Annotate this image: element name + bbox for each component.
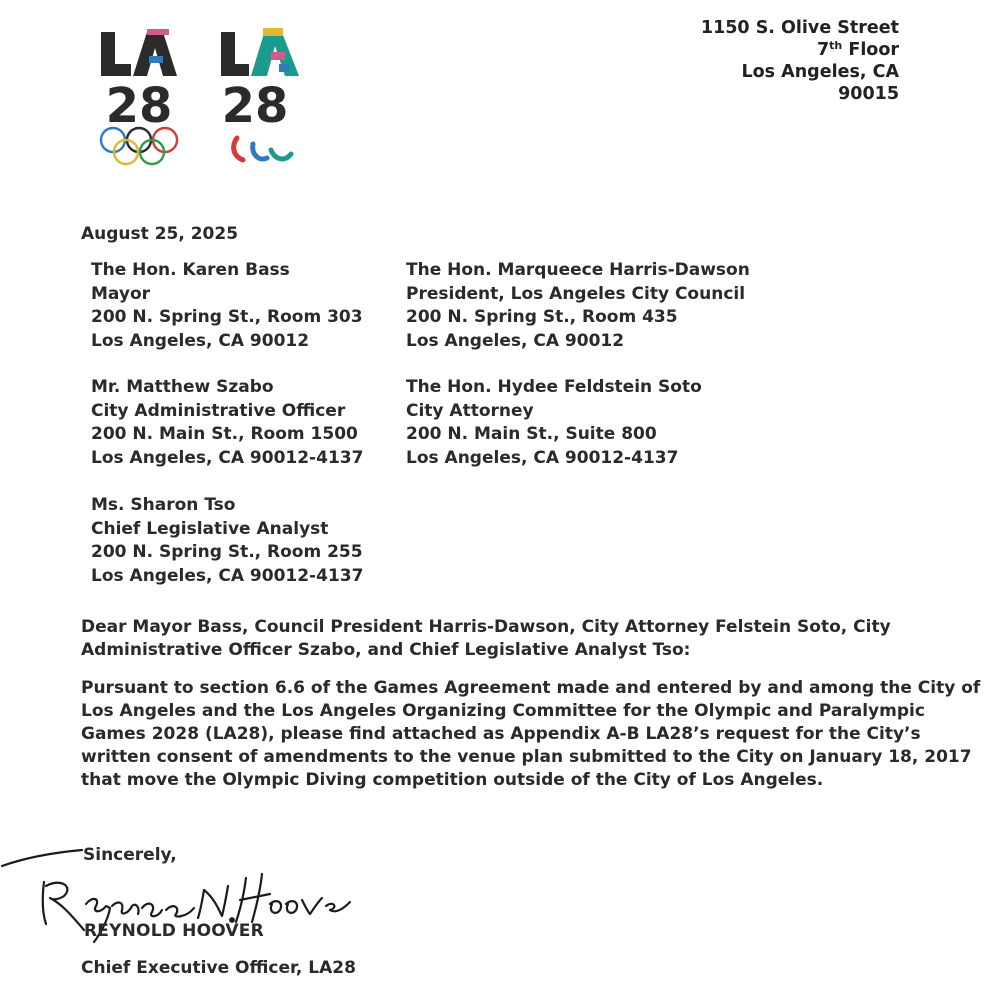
recipient-title: President, Los Angeles City Council <box>406 283 746 304</box>
recipient-name: Ms. Sharon Tso <box>91 495 236 515</box>
recipient-title: City Attorney <box>406 400 534 421</box>
recipient-feldstein-soto <box>406 376 702 470</box>
recipient-title: Mayor <box>91 283 151 304</box>
recipient-city: Los Angeles, CA 90012-4137 <box>91 565 364 586</box>
recipient-street: 200 N. Spring St., Room 303 <box>91 307 363 327</box>
recipient-street: 200 N. Main St., Suite 800 <box>406 424 657 444</box>
body-line: Los Angeles and the Los Angeles Organizing Committee for the Olympic and Paralympic <box>81 701 925 721</box>
la28-logos <box>95 20 315 180</box>
address-street: 1150 S. Olive Street <box>700 18 899 38</box>
body-line: that move the Olympic Diving competition outside of the City of Los Angeles. <box>81 770 824 790</box>
recipient-city: Los Angeles, CA 90012-4137 <box>406 447 679 468</box>
address-zip: 90015 <box>838 84 899 104</box>
recipient-name: Mr. Matthew Szabo <box>91 377 274 397</box>
closing: Sincerely, <box>83 845 177 865</box>
body-line: Games 2028 (LA28), please find attached as Appendix A-B LA28’s request for the City’s <box>81 724 921 744</box>
recipient-title: City Administrative Officer <box>91 400 346 421</box>
la28-olympic-logo <box>101 29 177 164</box>
recipient-city: Los Angeles, CA 90012 <box>406 330 625 351</box>
address-floor: 7th Floor <box>816 39 899 60</box>
recipient-city: Los Angeles, CA 90012 <box>91 330 310 351</box>
signatory-name: REYNOLD HOOVER <box>84 921 264 941</box>
body-line: Pursuant to section 6.6 of the Games Agreement made and entered by and among the City of <box>81 678 981 698</box>
logo-year-28-paralympic: 28 <box>221 78 289 134</box>
recipient-title: Chief Legislative Analyst <box>91 518 329 539</box>
agitos-icon <box>234 138 291 160</box>
recipient-street: 200 N. Spring St., Room 435 <box>406 307 678 327</box>
recipient-name: The Hon. Hydee Feldstein Soto <box>406 377 702 397</box>
salutation <box>81 616 941 662</box>
signatory-title: Chief Executive Officer, LA28 <box>81 958 356 978</box>
letter-date: August 25, 2025 <box>81 224 239 244</box>
recipient-harris-dawson <box>406 259 750 353</box>
salutation-line: Dear Mayor Bass, Council President Harris-Dawson, City Attorney Felstein Soto, City <box>81 617 891 637</box>
la28-paralympic-logo <box>221 28 299 160</box>
logo-year-28: 28 <box>105 78 173 134</box>
salutation-line: Administrative Officer Szabo, and Chief Legislative Analyst Tso: <box>81 640 691 660</box>
recipient-tso <box>91 494 363 588</box>
recipient-bass <box>91 259 363 353</box>
recipient-street: 200 N. Main St., Room 1500 <box>91 424 358 444</box>
recipient-szabo <box>91 376 363 470</box>
sender-address <box>701 17 899 105</box>
body-line: written consent of amendments to the venue plan submitted to the City on January 18, 2017 <box>81 747 972 767</box>
address-city-state: Los Angeles, CA <box>741 62 899 82</box>
recipient-name: The Hon. Marqueece Harris-Dawson <box>406 260 750 280</box>
body-paragraph <box>81 677 981 792</box>
recipient-city: Los Angeles, CA 90012-4137 <box>91 447 364 468</box>
recipient-name: The Hon. Karen Bass <box>91 260 290 280</box>
recipient-street: 200 N. Spring St., Room 255 <box>91 542 363 562</box>
